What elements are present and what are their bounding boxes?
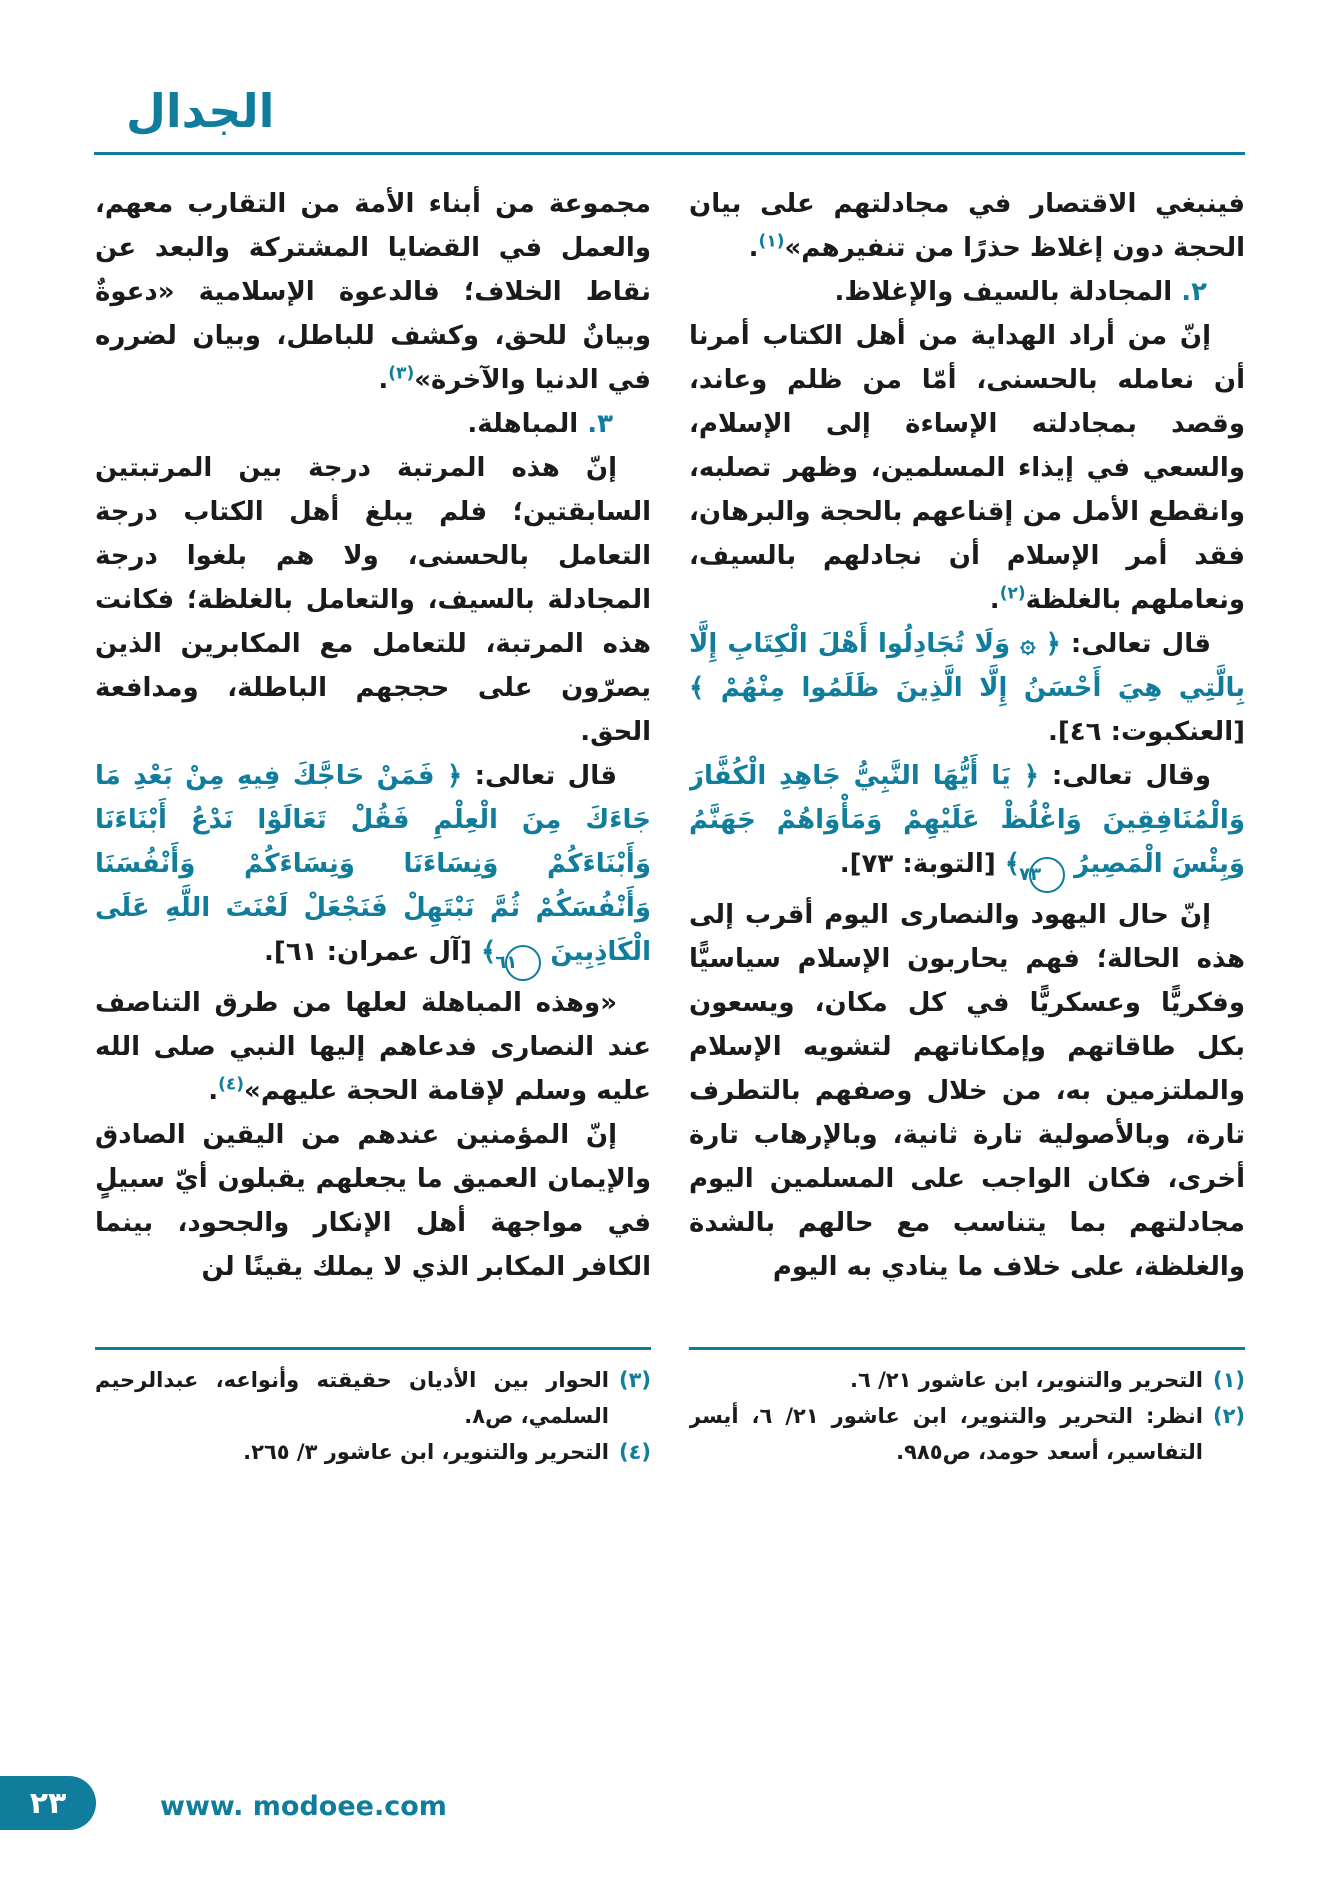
paragraph-text: . [208,1076,219,1106]
paragraph-body [95,1113,651,1289]
quran-verse [689,754,1245,893]
ayah-number: ٧٣ [1029,857,1065,893]
footnote-item [95,1434,651,1470]
footnote-marker: (٢) [999,583,1026,604]
verse-reference: [العنكبوت: ٤٦]. [1048,717,1245,747]
section-heading [689,270,1245,314]
paragraph-body [95,981,651,1113]
footnote-text: التحرير والتنوير، ابن عاشور ٣/ ٢٦٥. [243,1440,609,1464]
verse-intro: قال تعالى: [474,761,617,791]
verse-text: ۞ وَلَا تُجَادِلُوا أَهْلَ الْكِتَابِ إِلَّا بِالَّتِي هِيَ أَحْسَنُ إِلَّا الَّذِينَ ظَلَمُوا مِنْهُمْ [689,629,1245,703]
paragraph-body [95,446,651,754]
quran-verse [689,622,1245,754]
section-title: المباهلة. [467,409,579,439]
paragraph-body [689,314,1245,622]
column-right [689,182,1245,1470]
verse-reference: [آل عمران: ٦١]. [264,937,472,967]
footnote-text: التحرير والتنوير، ابن عاشور ٢١/ ٦. [849,1368,1203,1392]
page-content [95,182,1245,1470]
paragraph-text: إنّ حال اليهود والنصارى اليوم أقرب إلى هذه الحالة؛ فهم يحاربون الإسلام سياسيًّا وفكريًّا وعسكريًّا في كل مكان، ويسعون بكل طاقاتهم وإمكاناتهم لتشويه الإسلام والملتزمين به، من خلال وصفهم بالتطرف تارة، وبالأصولية تارة ثانية، وبالإرهاب تارة أخرى، فكان الواجب على المسلمين اليوم مجادلتهم بما يتناسب مع حالهم بالشدة والغلظة، على خلاف ما ينادي به اليوم [689,900,1245,1282]
footnote-number: (١) [1212,1368,1245,1392]
chapter-title: الجدال [126,84,275,138]
ornate-bracket-open: ﴿ [1045,629,1061,659]
ornate-bracket-close: ﴾ [689,673,705,703]
paragraph-body [689,182,1245,270]
paragraph-text: «وهذه المباهلة لعلها من طرق التناصف عند النصارى فدعاهم إليها النبي صلى الله عليه وسلم لإقامة الحجة عليهم» [95,988,651,1106]
quran-verse [95,754,651,981]
footnote-separator [689,1347,1245,1350]
footnote-number: (٤) [618,1440,651,1464]
footnote-item [95,1362,651,1434]
paragraph-text: مجموعة من أبناء الأمة من التقارب معهم، والعمل في القضايا المشتركة والبعد عن نقاط الخلاف؛ فالدعوة الإسلامية «دعوةٌ وبيانٌ للحق، وكشف للباطل، وبيان لضرره في الدنيا والآخرة» [95,189,651,395]
ornate-bracket-open: ﴿ [446,761,463,791]
page-number-badge [0,1776,96,1830]
header-rule [94,152,1245,155]
footnote-item [689,1362,1245,1398]
paragraph-text: إنّ هذه المرتبة درجة بين المرتبتين السابقتين؛ فلم يبلغ أهل الكتاب درجة التعامل بالحسنى، ولا هم بلغوا درجة المجادلة بالسيف، والتعامل بالغلظة؛ فكانت هذه المرتبة، للتعامل مع المكابرين الذين يصرّون على حججهم الباطلة، ومدافعة الحق. [95,453,651,747]
verse-intro: قال تعالى: [1070,629,1211,659]
verse-text: يَا أَيُّهَا النَّبِيُّ جَاهِدِ الْكُفَّارَ وَالْمُنَافِقِينَ وَاغْلُظْ عَلَيْهِمْ وَمَأْوَاهُمْ جَهَنَّمُ وَبِئْسَ الْمَصِيرُ [689,761,1245,879]
paragraph-text: . [748,233,759,263]
footnote-text: انظر: التحرير والتنوير، ابن عاشور ٢١/ ٦، أيسر التفاسير، أسعد حومد، ص٩٨٥. [689,1404,1203,1464]
section-heading [95,402,651,446]
paragraph-text: . [989,585,1000,615]
ornate-bracket-close: ﴾ [480,937,497,967]
paragraph-text: إنّ المؤمنين عندهم من اليقين الصادق والإيمان العميق ما يجعلهم يقبلون أيّ سبيلٍ في مواجهة أهل الإنكار والجحود، بينما الكافر المكابر الذي لا يملك يقينًا لن [95,1120,651,1282]
paragraph-body [689,893,1245,1289]
section-title: المجادلة بالسيف والإغلاظ. [834,277,1173,307]
page-number: ٢٣ [29,1785,67,1821]
footnote-marker: (٣) [388,363,415,384]
section-number: ٢. [1181,277,1207,307]
paragraph-text: فينبغي الاقتصار في مجادلتهم على بيان الحجة دون إغلاظ حذرًا من تنفيرهم» [689,189,1245,263]
ornate-bracket-close: ﴾ [1004,849,1021,879]
section-number: ٣. [587,409,613,439]
paragraph-body [95,182,651,402]
footnote-number: (٢) [1212,1404,1245,1428]
footnote-marker: (١) [758,231,785,252]
ornate-bracket-open: ﴿ [1023,761,1039,791]
footnote-marker: (٤) [218,1074,245,1095]
footnote-text: الحوار بين الأديان حقيقته وأنواعه، عبدالرحيم السلمي، ص٨. [95,1368,609,1428]
paragraph-text: . [378,365,389,395]
footnote-number: (٣) [618,1368,651,1392]
verse-text: فَمَنْ حَاجَّكَ فِيهِ مِنْ بَعْدِ مَا جَاءَكَ مِنَ الْعِلْمِ فَقُلْ تَعَالَوْا نَدْعُ أَبْنَاءَنَا وَأَبْنَاءَكُمْ وَنِسَاءَنَا وَنِسَاءَكُمْ وَأَنْفُسَنَا وَأَنْفُسَكُمْ ثُمَّ نَبْتَهِلْ فَنَجْعَلْ لَعْنَتَ اللَّهِ عَلَى الْكَاذِبِينَ [95,761,651,967]
paragraph-text: إنّ من أراد الهداية من أهل الكتاب أمرنا أن نعامله بالحسنى، أمّا من ظلم وعاند، وقصد بمجادلته الإساءة إلى الإسلام، والسعي في إيذاء المسلمين، وظهر تصلبه، وانقطع الأمل من إقناعهم بالحجة والبرهان، فقد أمر الإسلام أن نجادلهم بالسيف، ونعاملهم بالغلظة [689,321,1245,615]
footnotes-left [95,1362,651,1470]
verse-reference: [التوبة: ٧٣]. [839,849,996,879]
website-url: www. modoee.com [160,1791,447,1822]
footnote-separator [95,1347,651,1350]
column-left [95,182,651,1470]
footnote-item [689,1398,1245,1470]
footnotes-right [689,1362,1245,1470]
ayah-number: ٦١ [505,945,541,981]
verse-intro: وقال تعالى: [1051,761,1211,791]
